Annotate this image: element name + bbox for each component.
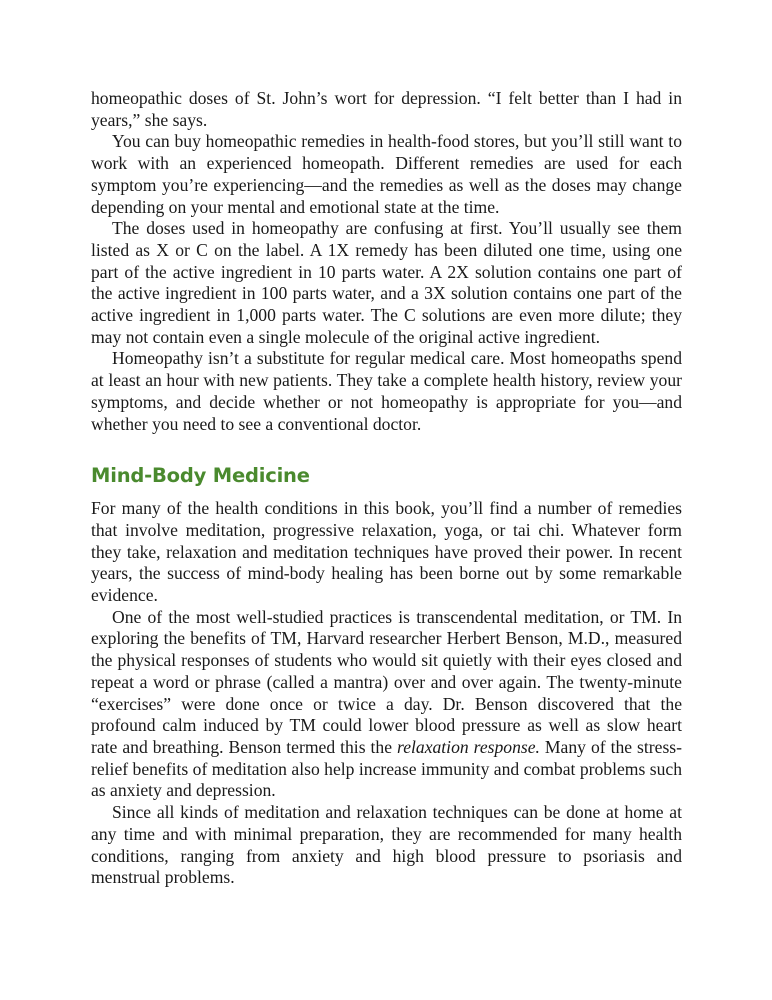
paragraph-continued: homeopathic doses of St. John’s wort for depression. “I felt better than I had in years,” she says. (91, 88, 682, 130)
paragraph-homeopathic-stores: You can buy homeopathic remedies in health-food stores, but you’ll still want to work with an experienced homeopath. Different remedies are used for each symptom you’re experiencing—and the remedies as well as the doses may change depending on your mental and emotional state at the time. (91, 131, 682, 217)
tm-study-text: One of the most well-studied practices is transcendental meditation, or TM. In exploring the benefits of TM, Harvard researcher Herbert Benson, M.D., measured the physical responses of students who would sit quietly with their eyes closed and repeat a word or phrase (called a mantra) over and over again. The twenty-minute “exercises” were done once or twice a day. Dr. Benson discovered that the profound calm induced by TM could lower blood pressure as well as slow heart rate and breathing. Benson termed this the (91, 606, 682, 757)
tm-study-text-end: Many of the stress-relief benefits of meditation also help increase immunity and combat problems such as anxiety and depression. (91, 736, 683, 801)
paragraph-home-practice: Since all kinds of meditation and relaxation techniques can be done at home at any time and with minimal preparation, they are recommended for many health conditions, ranging from anxiety and high blood pressure to psoriasis and menstrual problems. (91, 802, 682, 888)
paragraph-homeopathy-doses: The doses used in homeopathy are confusing at first. You’ll usually see them listed as X or C on the label. A 1X remedy has been diluted one time, using one part of the active ingredient in 10 parts water. A 2X solution contains one part of the active ingredient in 100 parts water, and a 3X solution contains one part of the active ingredient in 1,000 parts water. The C solutions are even more dilute; they may not contain even a single molecule of the original active ingredient. (91, 218, 682, 347)
page-body (91, 88, 682, 889)
paragraph-tm-study (91, 607, 682, 802)
relaxation-response-term: relaxation response. (397, 736, 540, 757)
paragraph-homeopathy-care: Homeopathy isn’t a substitute for regular medical care. Most homeopaths spend at least an hour with new patients. They take a complete health history, review your symptoms, and decide whether or not homeopathy is appropriate for you—and whether you need to see a conventional doctor. (91, 348, 682, 434)
paragraph-mind-body-intro: For many of the health conditions in this book, you’ll find a number of remedies that involve meditation, progressive relaxation, yoga, or tai chi. Whatever form they take, relaxation and meditation techniques have proved their power. In recent years, the success of mind-body healing has been borne out by some remarkable evidence. (91, 498, 682, 606)
section-heading-mind-body: Mind-Body Medicine (91, 464, 310, 488)
